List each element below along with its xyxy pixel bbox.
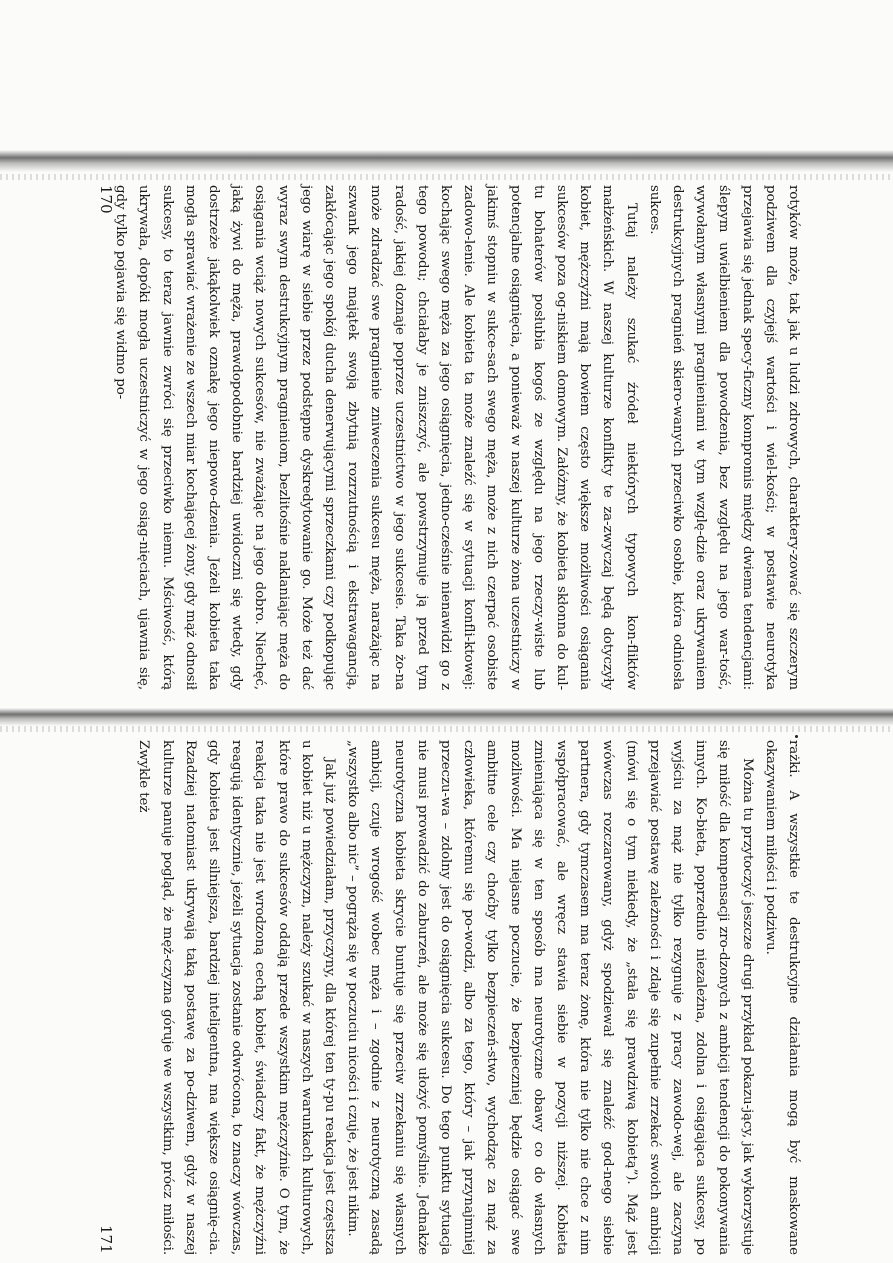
page-170-text: [109, 185, 805, 690]
paragraph: rażki. A wszystkie te destrukcyjne działania mogą być maskowane okazywaniem miłości i podziwu.: [762, 740, 801, 1255]
page-number: 170: [97, 185, 115, 214]
paragraph: Można tu przytoczyć jeszcze drugi przykład pokazu-jący, jak wykorzystuje się miłość dla kompensacji zro-dzonych z ambicji tendencji do pokonywania innych. Ko-bieta, poprzednio niezależna, zdolna i osiągająca sukcesy, po wyjściu za mąż nie tylko rezygnuje z pracy zawodo-wej, ale zaczyna przejawiać postawę zależności i zdaje się zupełnie zrzekać swoich ambicji (mówi się o tym niekiedy, że „stała się prawdziwą kobietą”). Mąż jest wówczas rozczarowany, gdyż spodziewał się znaleźć god-nego siebie partnera, gdy tymczasem ma teraz żonę, która nie tylko nie chce z nim współpracować, ale wręcz stawia siebie w pozycji niższej. Kobieta zmieniająca się w ten sposób ma neurotyczne obawy co do własnych możliwości. Ma niejasne poczucie, że bezpieczniej będzie osiągać swe ambitne cele czy choćby tylko bezpieczeń-stwo, wychodząc za mąż za człowieka, któremu się po-wodzi, albo za tego, który – jak przynajmniej przeczu-wa – zdolny jest do osiągnięcia sukcesu. Do tego punktu sytuacja nie musi prowadzić do zaburzeń, ale może się ułożyć pomyślnie. Jednakże neurotyczna kobieta skrycie buntuje się przeciw zrzekaniu się własnych ambicji, czuje wrogość wobec męża i – zgodnie z neurotyczną zasadą „wszystko albo nic” – pogrąża się w poczuciu nicości i czuje, że jest nikim.: [345, 740, 755, 1255]
page-171-content: [90, 740, 805, 1255]
page-171: [97, 740, 893, 1263]
paragraph: Tutaj należy szukać źródeł niektórych typowych kon-fliktów małżeńskich. W naszej kulturze konflikty te za-zwyczaj będą dotyczyły kobiet, mężczyźni mają bowiem często większe możliwości osiągania sukcesów poza og-niskiem domowym. Załóżmy, że kobieta skłonna do kul-tu bohaterów posłubia kogoś ze względu na jego rzeczy-wiste lub potencjalne osiągnięcia, a ponieważ w naszej kulturze żona uczestniczy w jakimś stopniu w sukce-sach swego męża, może z nich czerpać osobiste zadowo-lenie. Ale kobieta ta może znaleźć się w sytuacji konfli-ktowej: kochając swego męża za jego osiągnięcia, jedno-cześnie nienawidzi go z tego powodu; chciałaby je zniszczyć, ale powstrzymuje ją przed tym radość, jakiej doznaje poprzez uczestnictwo w jego sukcesie. Taka żo-na może zdradzać swe pragnienie zniweczenia sukcesu męża, narażając na szwank jego majątek swoją zbytnią rozrzutnością i ekstrawagancją, zakłócając jego spokój ducha denerwującymi sprzeczkami czy podkopując jego wiarę w siebie przez podstępne dyskredytowanie go. Może też dać wyraz swym destrukcyjnym pragnieniom, bezlitośnie naklaniając męża do osiągania wciąż nowych sukcesów, nie zważając na jego dobro. Niechęć, jaką żywi do męża, prawdopodobnie bardziej uwidoczni się wtedy, gdy dostrzeże jakąkolwiek oznakę jego niepowo-dzenia. Jeżeli kobieta taka mogła sprawiać wrażenie ze wszech miar kochającej żony, gdy mąż odnosił sukcesy, to teraz jawnie zwróci się przeciwko niemu. Mściwość, którą ukrywała, dopóki mogła uczestniczyć w jego osiąg-nięciach, ujawnia się, gdy tylko pojawia się widmo po-: [113, 185, 639, 690]
speck-mark: [795, 735, 798, 738]
paragraph: rotyków może, tak jak u ludzi zdrowych, charaktery-zować się szczerym podziwem dla czyjejś wartości i wiel-kości; w postawie neurotyka przejawia się jednak specy-ficzny kompromis między dwiema tendencjami: ślepym uwielbieniem dla powodzenia, bez względu na jego war-tość, wywołanym własnymi pragnieniami w tym wzglę-dzie oraz ukrywaniem destrukcyjnych pragnień skiero-wanych przeciwko osobie, która odniosła sukces.: [646, 185, 801, 690]
page-171-text: [132, 740, 805, 1255]
page-edge-top: [0, 174, 893, 180]
page-fold-shadow-top: [0, 150, 893, 172]
paragraph: Jak już powiedziałam, przyczyny, dla której ten ty-pu reakcja jest częstsza u kobiet niż u mężczyzn, należy szukać w naszych warunkach kulturowych, które prawo do sukcesów oddają przede wszystkim mężczyźnie. O tym, że reakcja taka nie jest wrodzoną cechą kobiet, świadczy fakt, że mężczyźni reagują identycznie, jeżeli sytuacja zostanie odwrócona, to znaczy wówczas, gdy kobieta jest silniejsza, bardziej inteligentna, ma większe osiągnię-cia. Rzadziej natomiast ukrywają taką postawę za po-dziwem, gdyż w naszej kulturze panuje pogląd, że męż-czyzna góruje we wszystkim, prócz miłości. Zwykle też: [136, 740, 337, 1255]
page-fold-shadow-middle: [0, 708, 893, 726]
page-edge-middle: [0, 726, 893, 732]
page-170-content: [90, 185, 805, 690]
page-number: 171: [97, 1225, 115, 1254]
